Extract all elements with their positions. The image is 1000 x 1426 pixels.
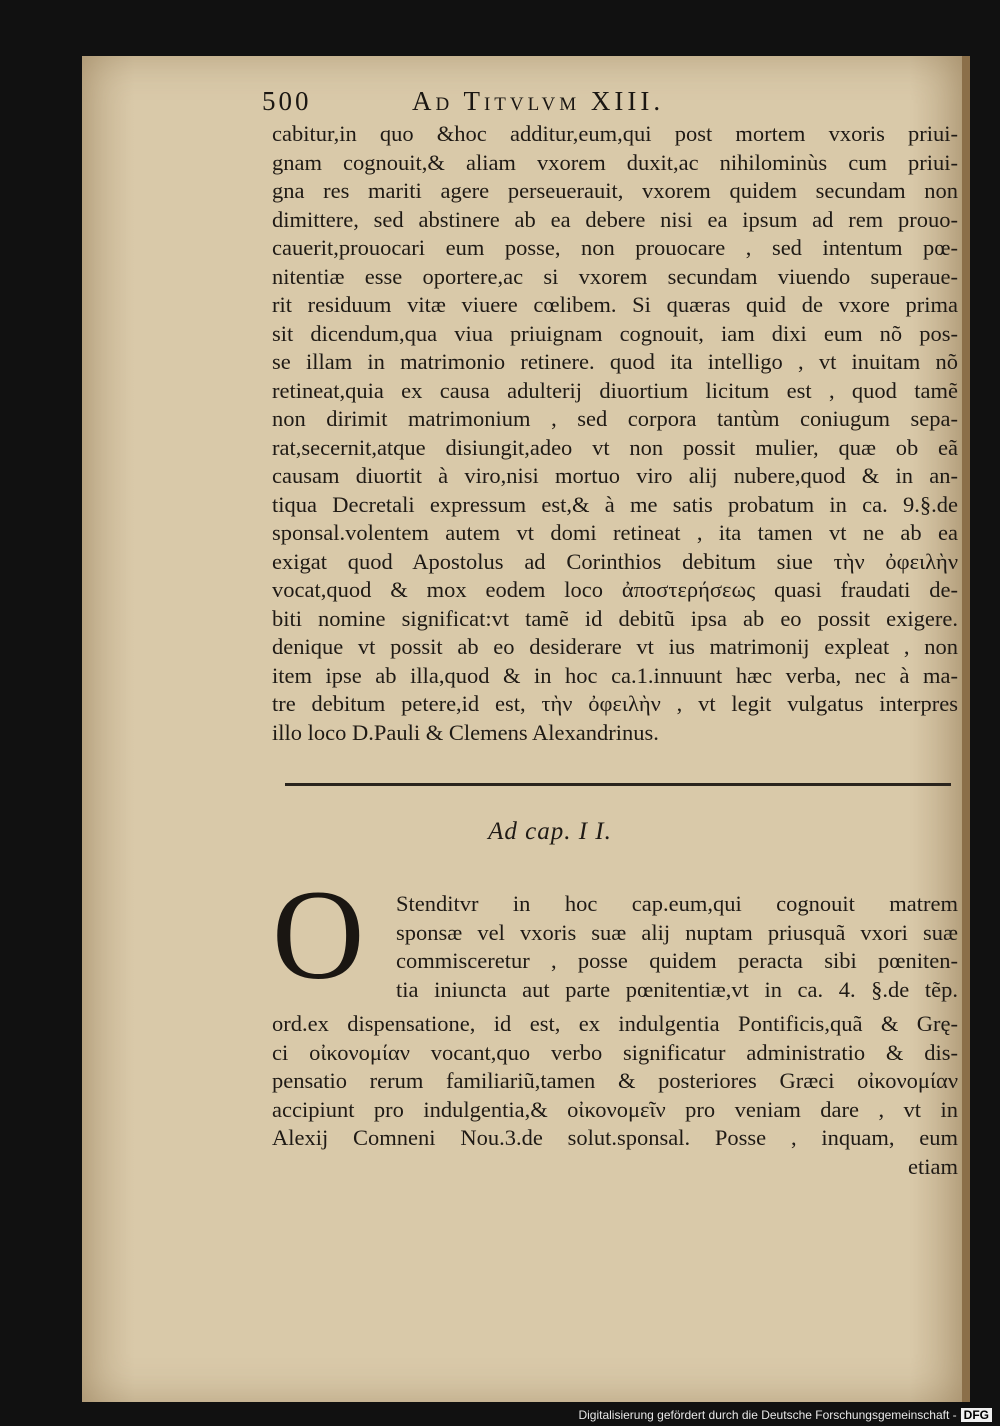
text-line-last: illo loco D.Pauli & Clemens Alexandrinus. [272,719,659,745]
text-line: nitentiæ esse oportere,ac si vxorem secundam viuendo superaue- [272,263,958,289]
text-line: gna res mariti agere perseuerauit, vxorem quidem secundam non [272,178,958,203]
text-line: retineat,quia ex causa adulterij diuortium licitum est , quod tamẽ [272,377,958,403]
text-line: tiqua Decretali expressum est,& à me satis probatum in ca. 9.§.de [272,491,958,517]
text-line: biti nomine significat:vt tamẽ id debitũ ipsa ab eo possit exigere. [272,605,958,631]
text-line: cabitur,in quo &hoc additur,eum,qui post mortem vxoris priui- [272,121,958,146]
text-line: gnam cognouit,& aliam vxorem duxit,ac nihilominùs cum priui- [272,149,958,175]
text-line: Stenditvr in hoc cap.eum,qui cognouit matrem [396,891,958,916]
text-block-bottom [272,1010,958,1181]
text-block-initial [396,890,958,1004]
text-line: denique vt possit ab eo desiderare vt ius matrimonij expleat , non [272,634,958,659]
text-line: rat,secernit,atque disiungit,adeo vt non possit mulier, quæ ob eã [272,434,958,460]
section-divider [285,783,951,786]
text-line: se illam in matrimonio retinere. quod ita intelligo , vt inuitam nõ [272,349,958,374]
text-line: dimittere, sed abstinere ab ea debere nisi ea ipsum ad rem prouo- [272,206,958,232]
credit-text: Digitalisierung gefördert durch die Deutsche Forschungsgemeinschaft - [578,1408,957,1422]
text-line: sponsæ vel vxoris suæ alij nuptam priusquã vxori suæ [396,919,958,945]
text-line: accipiunt pro indulgentia,& οἰκονομεῖν pro veniam dare , vt in [272,1096,958,1122]
text-line: exigat quod Apostolus ad Corinthios debitum siue τὴν ὀφειλὴν [272,548,958,574]
page-number: 500 [262,86,312,116]
text-line: vocat,quod & mox eodem loco ἀποστερήσεως quasi fraudati de- [272,577,958,602]
text-line: tre debitum petere,id est, τὴν ὀφειλὴν , vt legit vulgatus interpres [272,691,958,716]
text-line: ord.ex dispensatione, id est, ex indulgentia Pontificis,quã & Grę- [272,1011,958,1036]
text-line: causam diuortit à viro,nisi mortuo viro alij nubere,quod & in an- [272,463,958,488]
text-line: rit residuum vitæ viuere cœlibem. Si quæras quid de vxore prima [272,292,958,317]
text-line: non dirimit matrimonium , sed corpora tantùm coniugum sepa- [272,406,958,431]
text-line: cauerit,prouocari eum posse, non prouocare , sed intentum pœ- [272,235,958,260]
page-edge [962,56,970,1402]
text-line: ci οἰκονομίαν vocant,quo verbo significatur administratio & dis- [272,1039,958,1065]
running-header [262,86,782,118]
running-title: Ad Titvlvm XIII. [412,86,665,116]
text-line: Alexij Comneni Nou.3.de solut.sponsal. Posse , inquam, eum [272,1125,958,1150]
catchword: etiam [908,1153,958,1179]
drop-cap: O [272,864,365,1006]
text-block-top [272,120,958,747]
section-heading: Ad cap. I I. [488,818,612,845]
digitization-credit [578,1408,992,1422]
text-line: sit dicendum,qua viua priuignam cognouit, iam dixi eum nõ pos- [272,320,958,346]
text-line: pensatio rerum familiariũ,tamen & posteriores Græci οἰκονομίαν [272,1068,958,1093]
text-line: tia iniuncta aut parte pœnitentiæ,vt in ca. 4. §.de tẽp. [396,976,958,1002]
text-line: commisceretur , posse quidem peracta sibi pœniten- [396,948,958,973]
dfg-logo-icon: DFG [961,1408,992,1422]
text-line: sponsal.volentem autem vt domi retineat , ita tamen vt ne ab ea [272,520,958,545]
text-line: item ipse ab illa,quod & in hoc ca.1.innuunt hæc verba, nec à ma- [272,662,958,688]
